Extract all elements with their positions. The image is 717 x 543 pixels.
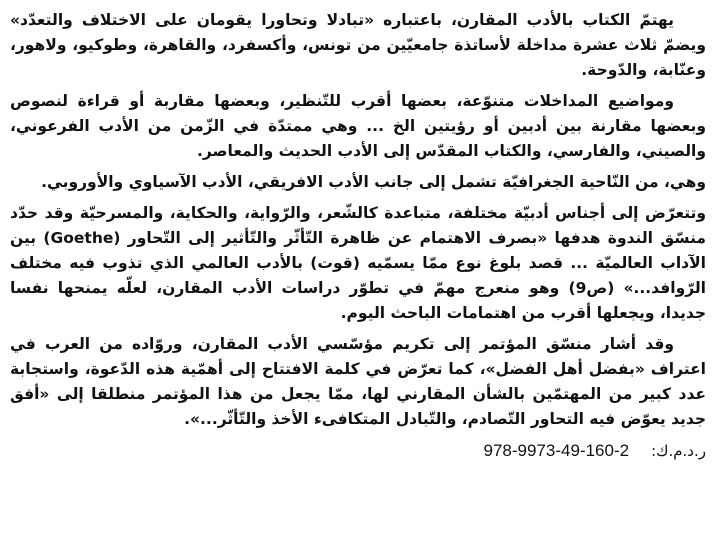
isbn-number: 978-9973-49-160-2 xyxy=(483,441,630,460)
isbn-label: ر.د.م.ك: xyxy=(651,442,706,460)
isbn-line xyxy=(10,438,706,464)
paragraph-intro: يهتمّ الكتاب بالأدب المقارن، باعتباره «تبادلا وتحاورا يقومان على الاختلاف والتعدّد» ويضمّ ثلاث عشرة مداخلة لأساتذة جامعيّين من تونس، وأكسفرد، والقاهرة، وطوكيو، ولاهور، وعنّابة، والدّوحة. xyxy=(10,11,706,79)
paragraph-geography: وهي، من النّاحية الجغرافيّة تشمل إلى جانب الأدب الافريقي، الأدب الآسياوي والأوروبي. xyxy=(41,173,706,191)
paragraph-topics: ومواضيع المداخلات متنوّعة، بعضها أقرب للتّنظير، وبعضها مقاربة أو قراءة لنصوص وبعضها مقارنة بين أدبين أو رؤيتين الخ ... وهي ممتدّة في الزّمن من الأدب الفرعوني، والصيني، والفارسي، والكتاب المقدّس إلى الأدب الحديث والمعاصر. xyxy=(10,92,706,160)
paragraph-genres: وتتعرّض إلى أجناس أدبيّة مختلفة، متباعدة كالشّعر، والرّواية، والحكاية، والمسرحيّة وقد حدّد منسّق الندوة هدفها «بصرف الاهتمام عن ظاهرة التّأثّر والتّأثير إلى التّحاور (Goethe) بين الآداب العالميّة ... قصد بلوغ نوع ممّا يسمّيه (قوت) بالأدب العالمي الذي تذوب فيه مختلف الرّوافد...» (ص9) وهو منعرج مهمّ في تطوّر دراسات الأدب المقارن، لعلّه يمنحها نفسا جديدا، ويجعلها أقرب من اهتمامات الباحث اليوم. xyxy=(10,204,707,322)
paragraph-conference: وقد أشار منسّق المؤتمر إلى تكريم مؤسّسي الأدب المقارن، وروّاده من العرب في اعتراف «بفضل أهل الفضل»، كما تعرّض في كلمة الافتتاح إلى أهمّية هذه الدّعوة، واستجابة عدد كبير من المهتمّين بالشأن المقارني لها، ممّا يجعل من هذا المؤتمر منطلقا إلى «أفق جديد يعوّض فيه التحاور التّصادم، والتّبادل المتكافىء الأخذ والتّأثّر...». xyxy=(10,335,706,428)
